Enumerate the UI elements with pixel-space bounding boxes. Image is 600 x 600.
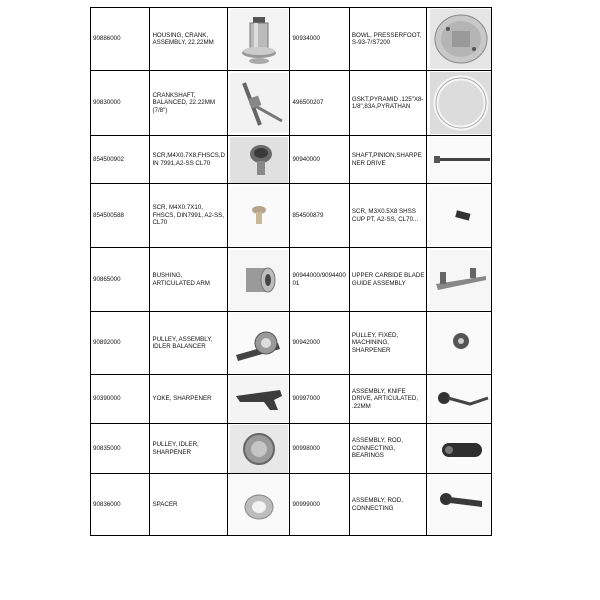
part-image-cell xyxy=(228,184,290,248)
part-image-cell xyxy=(228,8,290,71)
part-image-cell xyxy=(228,312,290,375)
part-description: SCR, M3X0.5X8 SHSS CUP PT, A2-SS, CL70... xyxy=(349,184,427,248)
blade-guide-image xyxy=(430,250,488,310)
table-row xyxy=(91,424,492,474)
small-screw-image xyxy=(230,186,288,246)
part-description: ASSEMBLY, ROD, CONNECTING xyxy=(349,474,427,536)
part-code: 90886000 xyxy=(91,8,150,71)
idler-pulley-assembly-image xyxy=(230,313,288,373)
table-row xyxy=(91,474,492,536)
part-description: UPPER CARBIDE BLADE GUIDE ASSEMBLY xyxy=(349,248,427,312)
part-image-cell xyxy=(228,375,290,424)
table-row xyxy=(91,136,492,184)
knife-drive-image xyxy=(430,376,488,422)
part-image-cell xyxy=(228,71,290,136)
part-code: 854500588 xyxy=(91,184,150,248)
part-description: YOKE, SHARPENER xyxy=(150,375,228,424)
pinion-shaft-image xyxy=(430,137,488,183)
part-image-cell xyxy=(427,375,492,424)
part-code: 90942000 xyxy=(290,312,349,375)
bushing-image xyxy=(230,250,288,310)
part-image-cell xyxy=(427,474,492,536)
crankshaft-image xyxy=(230,73,288,133)
part-description: BOWL, PRESSERFOOT, S-93-7/S7200 xyxy=(349,8,427,71)
part-code: 90940000 xyxy=(290,136,349,184)
rod-bearings-image xyxy=(430,425,488,473)
parts-table xyxy=(90,7,492,536)
part-image-cell xyxy=(427,136,492,184)
part-code: 90944000/909440001 xyxy=(290,248,349,312)
part-code: 90999000 xyxy=(290,474,349,536)
part-image-cell xyxy=(228,474,290,536)
part-code: 854500879 xyxy=(290,184,349,248)
part-description: SCR,M4X0.7X8,FHSCS,DIN 7991,A2-SS CL70 xyxy=(150,136,228,184)
part-image-cell xyxy=(427,312,492,375)
part-code: 90390000 xyxy=(91,375,150,424)
part-image-cell xyxy=(427,71,492,136)
presserfoot-bowl-image xyxy=(430,9,488,69)
part-description: ASSEMBLY, KNIFE DRIVE, ARTICULATED, .22MM xyxy=(349,375,427,424)
part-code: 90865000 xyxy=(91,248,150,312)
part-code: 90836000 xyxy=(91,474,150,536)
table-row xyxy=(91,312,492,375)
part-image-cell xyxy=(228,424,290,474)
connecting-rod-image xyxy=(430,475,488,535)
part-description: SPACER xyxy=(150,474,228,536)
part-code: 90998000 xyxy=(290,424,349,474)
part-description: PULLEY, IDLER, SHARPENER xyxy=(150,424,228,474)
part-description: SCR, M4X0.7X10, FHSCS, DIN7991, A2-SS, CL70 xyxy=(150,184,228,248)
spacer-image xyxy=(230,475,288,535)
part-image-cell xyxy=(228,248,290,312)
part-description: SHAFT,PINION,SHARPENER DRIVE xyxy=(349,136,427,184)
part-description: PULLEY, FIXED, MACHINING, SHARPENER xyxy=(349,312,427,375)
part-image-cell xyxy=(228,136,290,184)
table-row xyxy=(91,184,492,248)
part-description: HOUSING, CRANK, ASSEMBLY, 22.22MM xyxy=(150,8,228,71)
part-image-cell xyxy=(427,248,492,312)
part-code: 90830000 xyxy=(91,71,150,136)
crank-housing-image xyxy=(230,9,288,69)
table-row xyxy=(91,71,492,136)
part-image-cell xyxy=(427,8,492,71)
fixed-pulley-image xyxy=(430,313,488,373)
part-code: 854500902 xyxy=(91,136,150,184)
table-row xyxy=(91,375,492,424)
part-description: BUSHING, ARTICULATED ARM xyxy=(150,248,228,312)
part-description: PULLEY, ASSEMBLY, IDLER BALANCER xyxy=(150,312,228,375)
screw-image xyxy=(230,137,288,183)
part-code: 496500207 xyxy=(290,71,349,136)
part-description: CRANKSHAFT, BALANCED, 22.22MM (7/8") xyxy=(150,71,228,136)
gasket-ring-image xyxy=(430,72,488,134)
table-row xyxy=(91,248,492,312)
table-row xyxy=(91,8,492,71)
set-screw-image xyxy=(430,186,488,246)
part-description: GSKT,PYRAMID .125"X8-1/8",83A,PYRATHAN xyxy=(349,71,427,136)
yoke-image xyxy=(230,376,288,422)
part-code: 90892000 xyxy=(91,312,150,375)
part-description: ASSEMBLY, ROD, CONNECTING, BEARINGS xyxy=(349,424,427,474)
part-code: 90835000 xyxy=(91,424,150,474)
part-image-cell xyxy=(427,184,492,248)
part-code: 90997000 xyxy=(290,375,349,424)
idler-pulley-image xyxy=(230,425,288,473)
part-code: 90934000 xyxy=(290,8,349,71)
part-image-cell xyxy=(427,424,492,474)
